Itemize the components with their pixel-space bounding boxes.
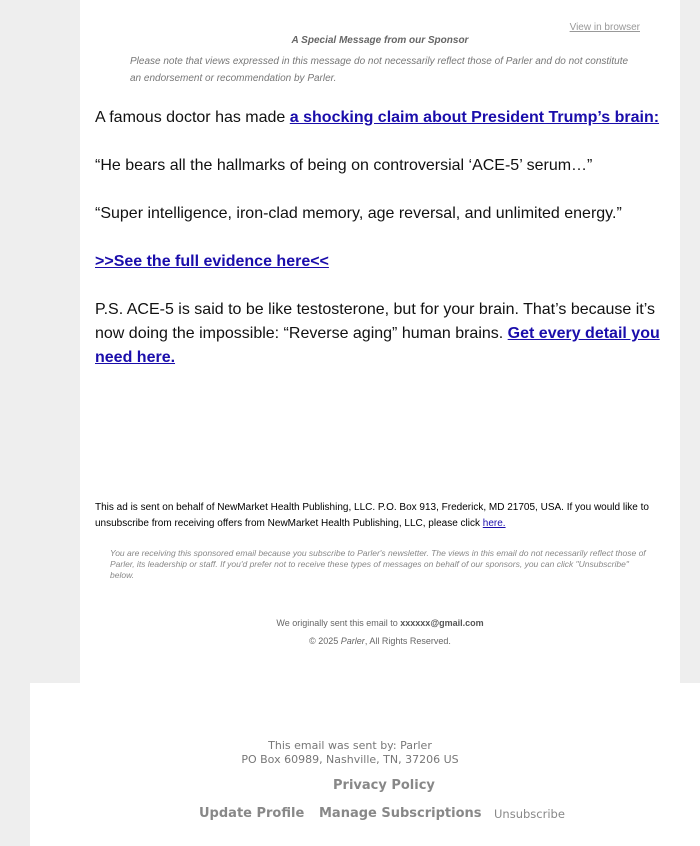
ad-legal-notice: This ad is sent on behalf of NewMarket Health Publishing, LLC. P.O. Box 913, Frederick, MD 21705, USA. If you would like to unsubscribe from receiving offers from NewMarket Health Publishing, LLC, please click here. [95, 502, 649, 529]
unsubscribe-advertiser-link[interactable]: here. [482, 518, 506, 529]
sender-address: PO Box 60989, Nashville, TN, 37206 US [241, 753, 459, 766]
manage-subscriptions-link[interactable]: Manage Subscriptions [319, 806, 482, 821]
full-evidence-link[interactable]: >>See the full evidence here<< [95, 253, 329, 270]
sponsor-disclaimer: Please note that views expressed in this message do not necessarily reflect those of Parler and do not constitute an endorsement or recommendation by Parler. [130, 56, 629, 84]
get-every-detail-link[interactable]: Get every detail you need here. [95, 325, 660, 366]
unsubscribe-link[interactable]: Unsubscribe [494, 807, 565, 821]
email-card [80, 0, 680, 683]
sponsored-fine-print: You are receiving this sponsored email because you subscribe to Parler's newsletter. The views in this email do not necessarily reflect those of Parler, its leadership or staff. If you'd prefer not to receive these types of messages on behalf of our sponsors, you can click "Unsubscribe" below. [110, 548, 646, 580]
message-paragraph-1: A famous doctor has made a shocking claim about President Trump’s brain: [95, 109, 660, 126]
privacy-policy-link[interactable]: Privacy Policy [333, 778, 435, 793]
cta-paragraph [95, 250, 665, 274]
recipient-email: xxxxxx@gmail.com [400, 618, 484, 628]
sponsor-title: A Special Message from our Sponsor [291, 35, 469, 46]
ps-paragraph: P.S. ACE-5 is said to be like testosterone, but for your brain. That’s because it’s now doing the impossible: “Reverse aging” human brains. Get every detail you need here. [95, 301, 660, 366]
copyright-line: © 2025 Parler, All Rights Reserved. [309, 636, 451, 646]
shocking-claim-link[interactable]: a shocking claim about President Trump’s brain: [289, 109, 660, 126]
message-quote-2: “Super intelligence, iron-clad memory, age reversal, and unlimited energy.” [95, 205, 622, 222]
view-in-browser-link[interactable]: View in browser [569, 22, 640, 33]
sent-to-line: We originally sent this email to xxxxxx@gmail.com [276, 618, 484, 628]
sent-by-line: This email was sent by: Parler [268, 739, 432, 752]
update-profile-link[interactable]: Update Profile [199, 806, 305, 821]
message-quote-1: “He bears all the hallmarks of being on controversial ‘ACE-5’ serum…” [95, 157, 593, 174]
